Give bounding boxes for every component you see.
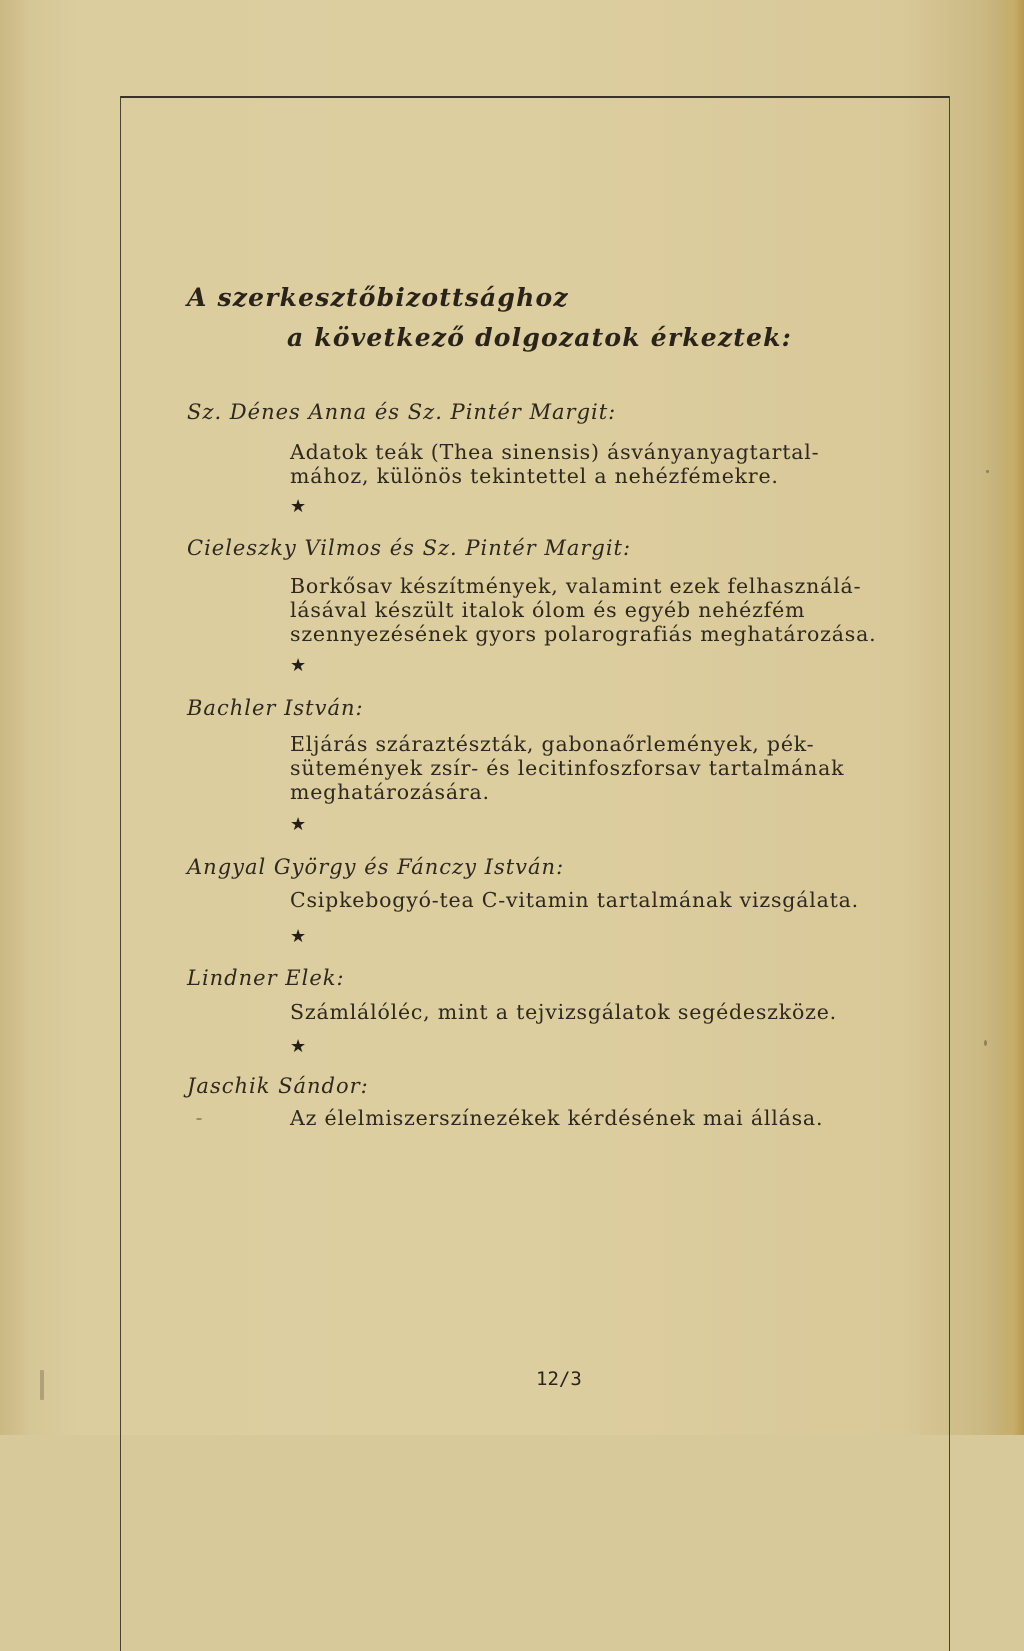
- frame-left-rule: [120, 96, 121, 1651]
- entry-title-line: mához, különös tekintettel a nehézfémekre.: [290, 464, 779, 488]
- entry-title-line: szennyezésének gyors polarografiás meghatározása.: [290, 622, 877, 646]
- heading-line-2: a következő dolgozatok érkeztek:: [287, 323, 793, 352]
- entry-title-line: sütemények zsír- és lecitinfoszforsav tartalmának: [290, 756, 845, 780]
- star-separator-icon: ★: [290, 1036, 307, 1057]
- frame-right-rule: [949, 96, 950, 1651]
- page-heading: [187, 278, 792, 358]
- entry-author: Lindner Elek:: [187, 966, 345, 990]
- entry-title: [290, 574, 890, 646]
- entry-title-line: Számlálóléc, mint a tejvizsgálatok segédeszköze.: [290, 1000, 837, 1024]
- page-number: 12/3: [536, 1368, 582, 1390]
- entry-author: Bachler István:: [187, 696, 364, 720]
- entry-title-line: Az élelmiszerszínezékek kérdésének mai állása.: [290, 1106, 824, 1130]
- entry-author: Sz. Dénes Anna és Sz. Pintér Margit:: [187, 400, 617, 424]
- star-separator-icon: ★: [290, 655, 307, 676]
- scan-speck: [984, 1040, 987, 1046]
- entry-title-line: meghatározására.: [290, 780, 490, 804]
- entry-title-line: Adatok teák (Thea sinensis) ásványanyagtartal-: [290, 440, 820, 464]
- star-separator-icon: ★: [290, 814, 307, 835]
- entry-author: Cieleszky Vilmos és Sz. Pintér Margit:: [187, 536, 632, 560]
- entry-author: Jaschik Sándor:: [187, 1074, 369, 1098]
- scan-speck: [40, 1370, 44, 1400]
- entry-author: Angyal György és Fánczy István:: [187, 855, 565, 879]
- frame-top-rule: [120, 96, 950, 98]
- scan-speck: [196, 1118, 202, 1120]
- paper-edge-right: [996, 0, 1024, 1435]
- star-separator-icon: ★: [290, 496, 307, 517]
- entry-title-line: lásával készült italok ólom és egyéb nehézfém: [290, 598, 806, 622]
- entry-title: [290, 1000, 890, 1024]
- heading-line-1: A szerkesztőbizottsághoz: [187, 283, 569, 312]
- star-separator-icon: ★: [290, 926, 307, 947]
- entry-title: [290, 440, 890, 488]
- entry-title-line: Borkősav készítmények, valamint ezek felhasználá-: [290, 574, 862, 598]
- entry-title-line: Eljárás száraztészták, gabonaőrlemények, pék-: [290, 732, 815, 756]
- paper-edge-left: [0, 0, 30, 1435]
- entry-title: [290, 888, 890, 912]
- entry-title-line: Csipkebogyó-tea C-vitamin tartalmának vizsgálata.: [290, 888, 859, 912]
- scan-speck: [986, 470, 989, 473]
- entry-title: [290, 732, 890, 804]
- entry-title: [290, 1106, 890, 1130]
